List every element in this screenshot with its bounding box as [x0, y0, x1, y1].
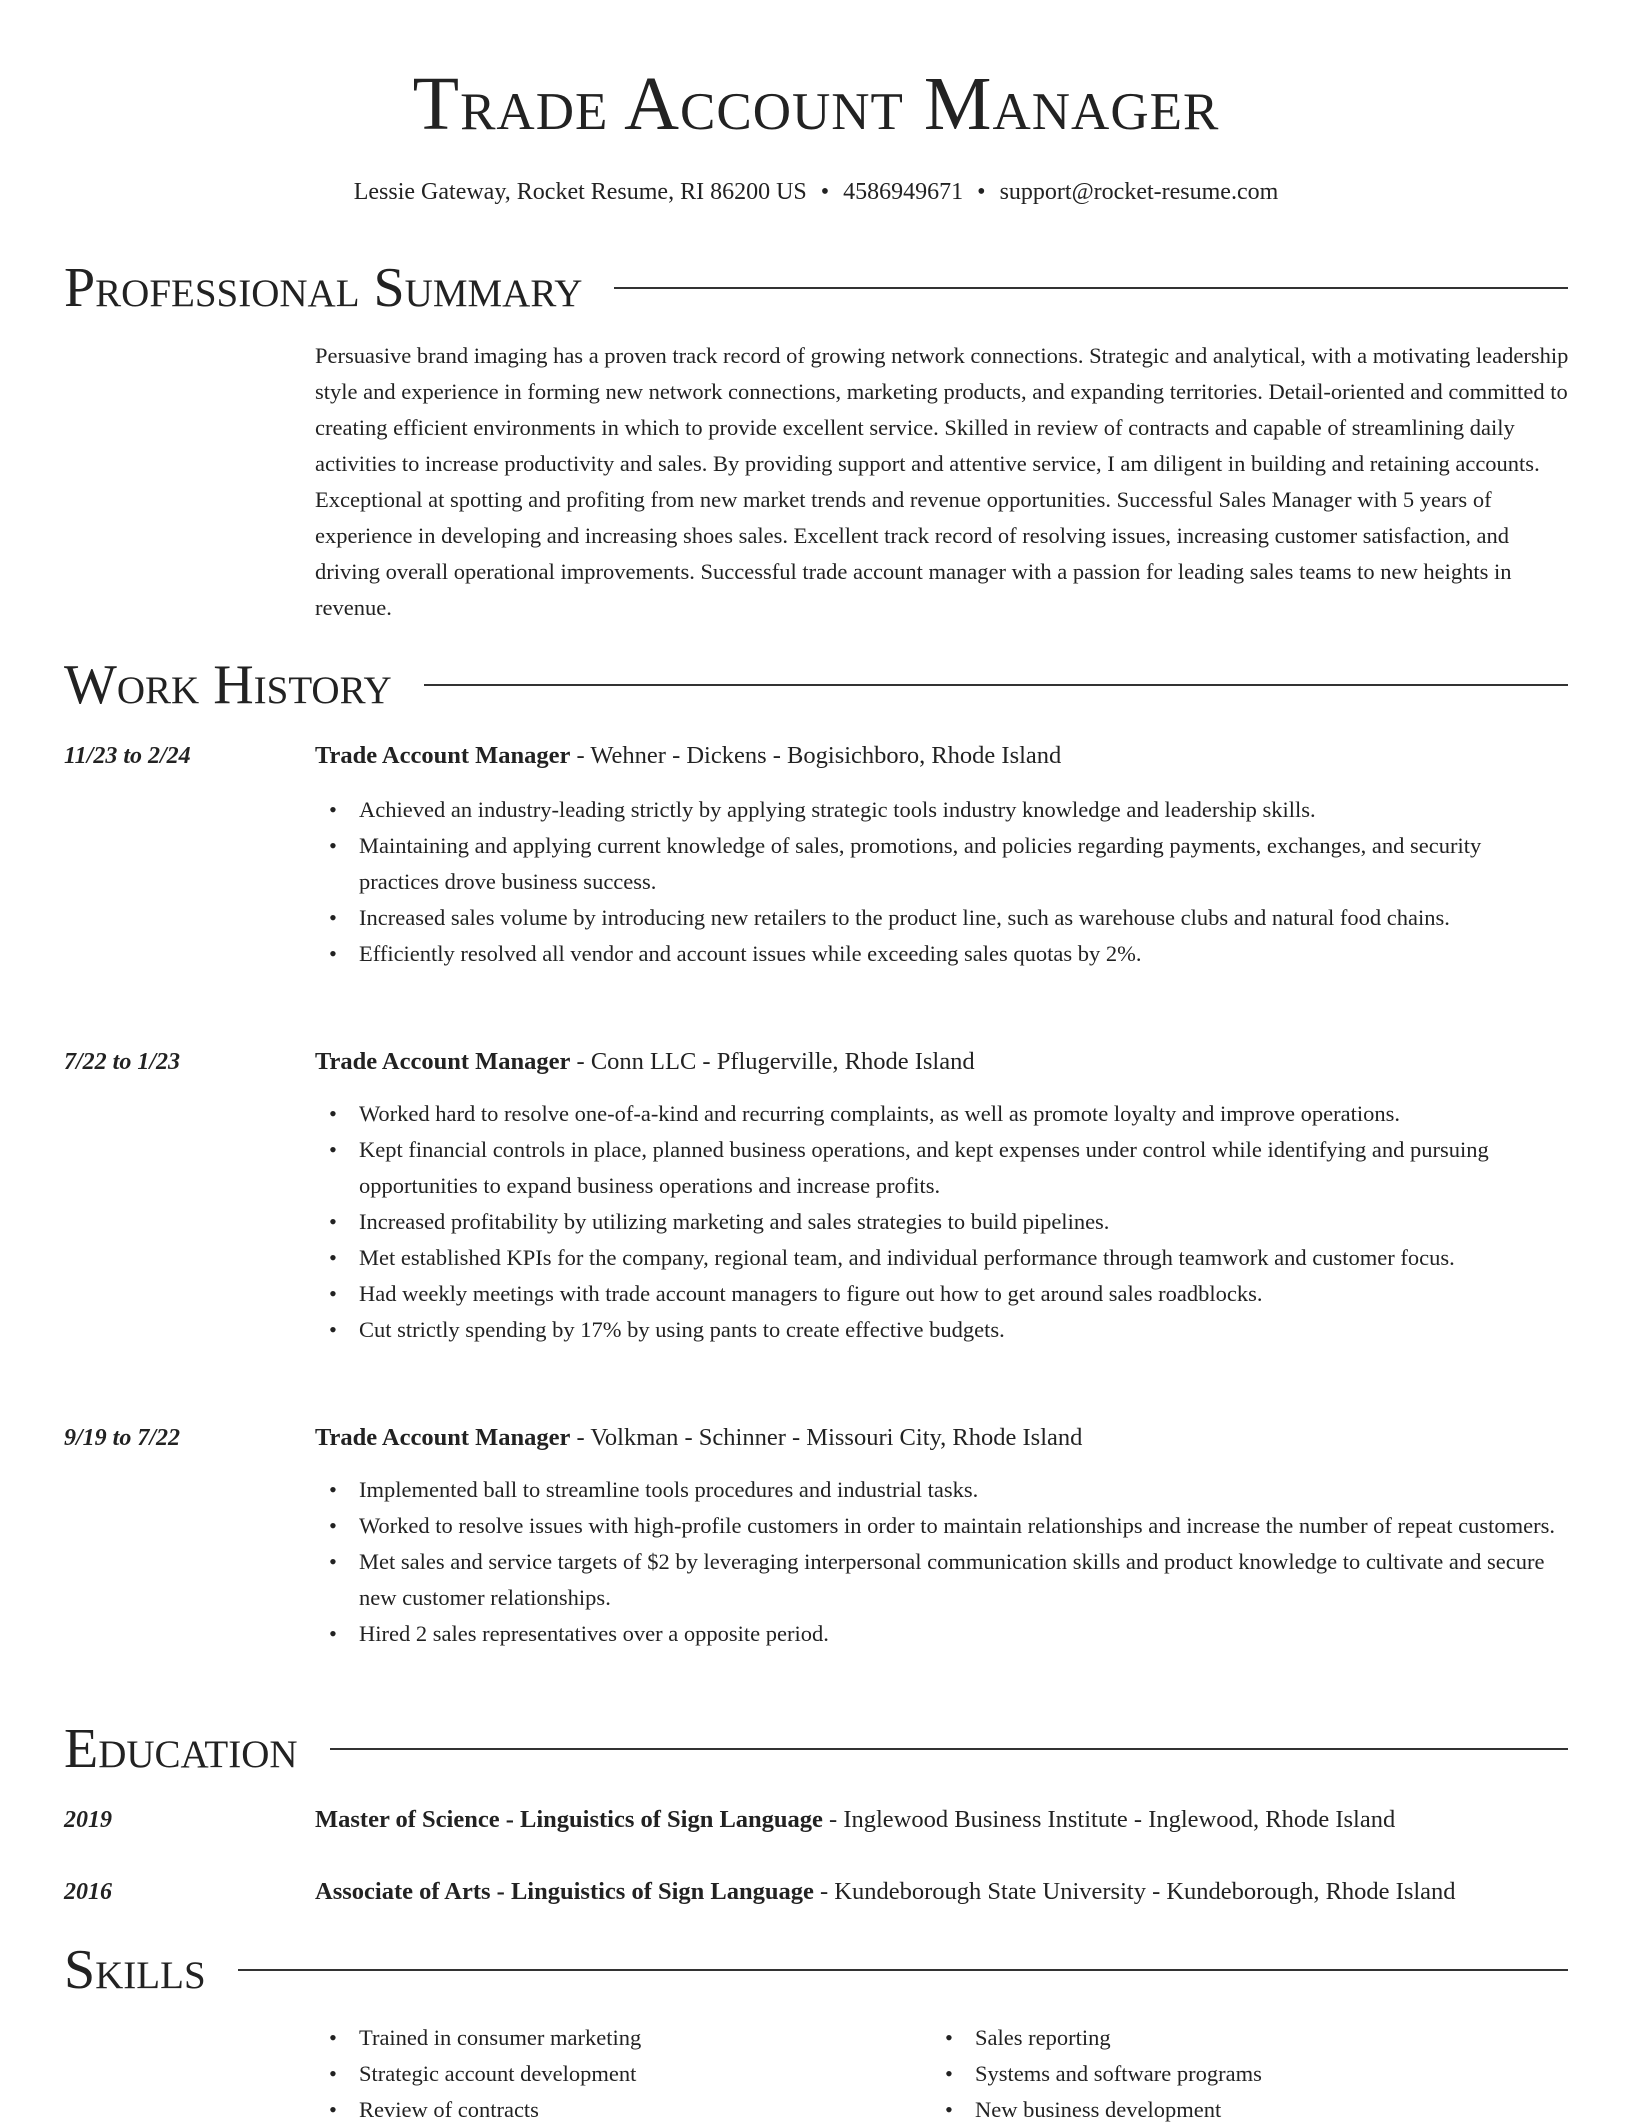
job-bullets [315, 1096, 1565, 1348]
skills-section-title: Skills [64, 1939, 206, 2001]
skill-item: • Strategic account development [315, 2056, 1565, 2092]
job-details: - Conn LLC - Pflugerville, Rhode Island [570, 1048, 975, 1075]
skill-item: • Review of contracts [315, 2092, 1565, 2128]
list-item: • Implemented ball to streamline tools procedures and industrial tasks. [315, 1472, 1565, 1508]
education-entry [315, 1874, 1575, 1910]
contact-address: Lessie Gateway, Rocket Resume, RI 86200 US [353, 179, 807, 205]
list-item: • Hired 2 sales representatives over a opposite period. [315, 1616, 1565, 1652]
list-item: • Maintaining and applying current knowledge of sales, promotions, and policies regarding payments, exchanges, and security practices drove business success. [315, 828, 1565, 900]
job-dates: 9/19 to 7/22 [64, 1425, 181, 1451]
education-section-title: Education [64, 1718, 298, 1780]
resume-name: Trade Account Manager [412, 62, 1220, 146]
job-heading [315, 1420, 1575, 1456]
education-year: 2016 [64, 1879, 112, 1905]
list-item: • Efficiently resolved all vendor and account issues while exceeding sales quotas by 2%. [315, 936, 1565, 972]
section-divider [330, 1748, 1568, 1750]
work-section-title: Work History [64, 654, 392, 716]
job-heading [315, 1044, 1575, 1080]
summary-section-header [64, 253, 1568, 323]
job-details: - Volkman - Schinner - Missouri City, Rhode Island [570, 1424, 1083, 1451]
job-dates: 11/23 to 2/24 [64, 743, 191, 769]
section-divider [614, 287, 1568, 289]
section-divider [424, 684, 1568, 686]
contact-phone: 4586949671 [843, 179, 964, 205]
job-role: Trade Account Manager [315, 1048, 571, 1075]
list-item: • Had weekly meetings with trade account managers to figure out how to get around sales roadblocks. [315, 1276, 1565, 1312]
section-divider [238, 1969, 1568, 1971]
contact-separator: • [977, 179, 986, 205]
job-details: - Wehner - Dickens - Bogisichboro, Rhode Island [570, 742, 1062, 769]
skill-item: • New business development [931, 2092, 1632, 2128]
job-bullets [315, 1472, 1565, 1652]
job-dates: 7/22 to 1/23 [64, 1049, 181, 1075]
education-entry [315, 1802, 1575, 1838]
education-section-header [64, 1714, 1568, 1784]
skills-section-header [64, 1935, 1568, 2005]
list-item: • Met established KPIs for the company, regional team, and individual performance through teamwork and customer focus. [315, 1240, 1565, 1276]
list-item: • Worked to resolve issues with high-profile customers in order to maintain relationships and increase the number of repeat customers. [315, 1508, 1565, 1544]
education-degree: Master of Science - Linguistics of Sign Language [315, 1806, 823, 1833]
job-role: Trade Account Manager [315, 742, 571, 769]
education-details: - Inglewood Business Institute - Inglewood, Rhode Island [822, 1806, 1396, 1833]
list-item: • Met sales and service targets of $2 by leveraging interpersonal communication skills and product knowledge to cultivate and secure new customer relationships. [315, 1544, 1565, 1616]
job-heading [315, 738, 1575, 774]
summary-section-title: Professional Summary [64, 257, 583, 319]
list-item: • Achieved an industry-leading strictly by applying strategic tools industry knowledge and leadership skills. [315, 792, 1565, 828]
list-item: • Worked hard to resolve one-of-a-kind and recurring complaints, as well as promote loyalty and improve operations. [315, 1096, 1565, 1132]
contact-separator: • [820, 179, 830, 205]
job-role: Trade Account Manager [315, 1424, 571, 1451]
contact-email: support@rocket-resume.com [999, 179, 1279, 205]
summary-text: Persuasive brand imaging has a proven track record of growing network connections. Strategic and analytical, with a motivating leadership style and experience in forming new network connections, marketing products, and expanding territories. Detail-oriented and committed to creating efficient environments in which to provide excellent service. Skilled in review of contracts and capable of streamlining daily activities to increase productivity and sales. By providing support and attentive service, I am diligent in building and retaining accounts. Exceptional at spotting and profiting from new market trends and revenue opportunities. Successful Sales Manager with 5 years of experience in developing and increasing shoes sales. Excellent track record of resolving issues, increasing customer satisfaction, and driving overall operational improvements. Successful trade account manager with a passion for leading sales teams to new heights in revenue. [315, 343, 1569, 620]
education-degree: Associate of Arts - Linguistics of Sign Language [315, 1878, 814, 1905]
job-bullets [315, 792, 1565, 972]
list-item: • Increased sales volume by introducing new retailers to the product line, such as warehouse clubs and natural food chains. [315, 900, 1565, 936]
work-section-header [64, 650, 1568, 720]
education-year: 2019 [64, 1807, 112, 1833]
list-item: • Kept financial controls in place, planned business operations, and kept expenses under control while identifying and pursuing opportunities to expand business operations and increase profits. [315, 1132, 1565, 1204]
skill-item: • Trained in consumer marketing [315, 2020, 1565, 2056]
education-details: - Kundeborough State University - Kundeborough, Rhode Island [813, 1878, 1456, 1905]
list-item: • Cut strictly spending by 17% by using pants to create effective budgets. [315, 1312, 1565, 1348]
skill-item: • Sales reporting [931, 2020, 1632, 2056]
skill-item: • Systems and software programs [931, 2056, 1632, 2092]
list-item: • Increased profitability by utilizing marketing and sales strategies to build pipelines. [315, 1204, 1565, 1240]
contact-line [64, 174, 1568, 210]
